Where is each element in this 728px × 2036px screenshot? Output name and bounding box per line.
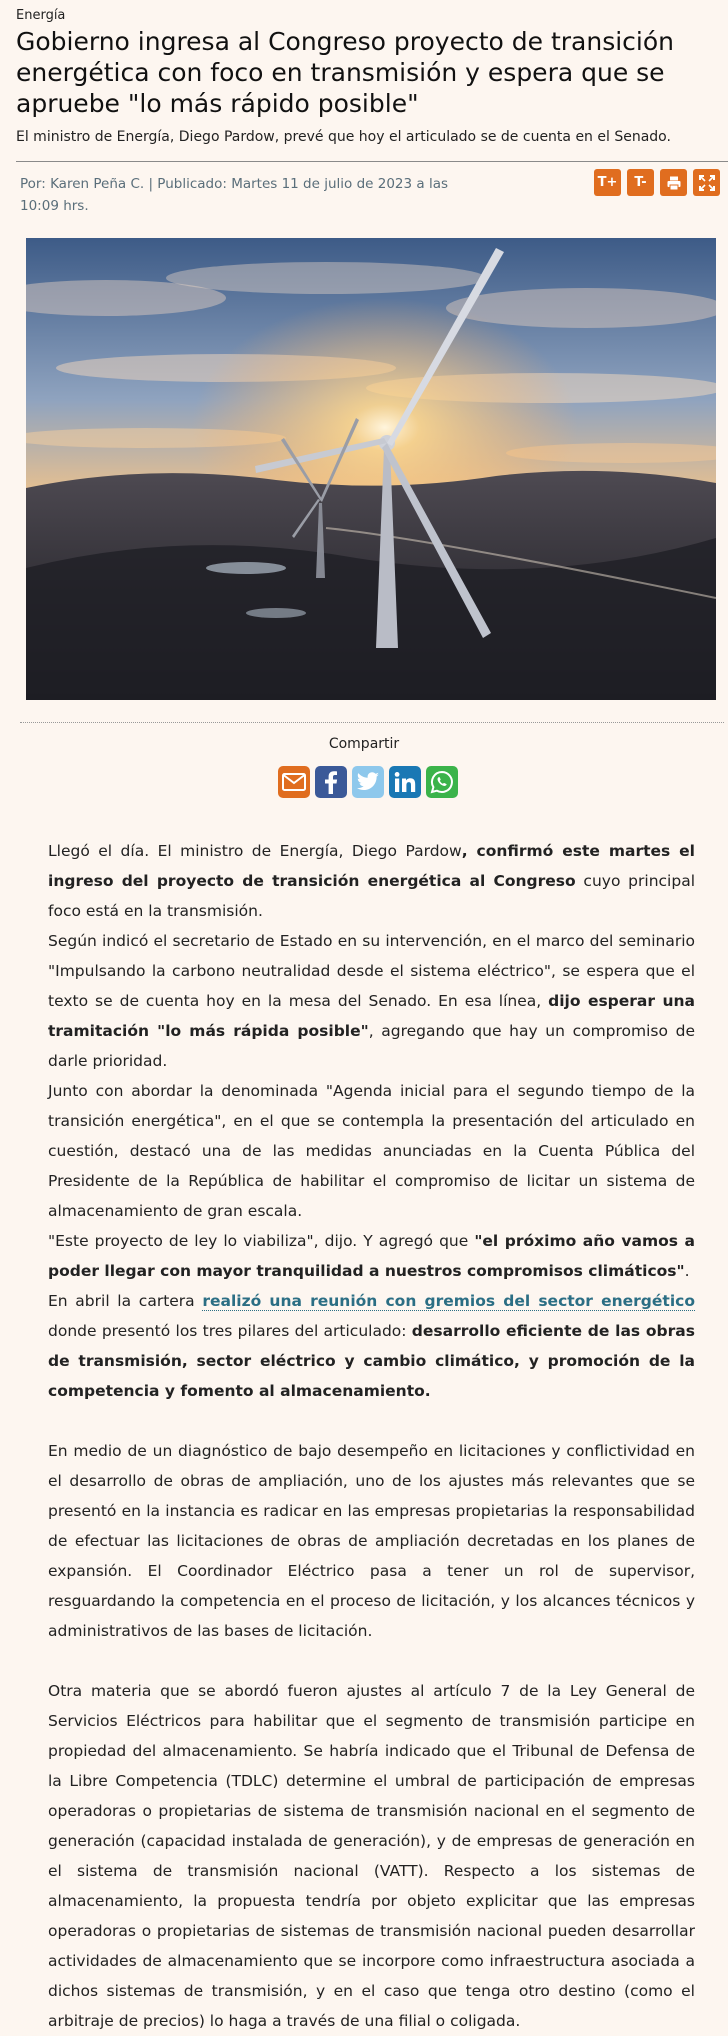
facebook-icon xyxy=(322,770,340,794)
share-twitter-button[interactable] xyxy=(352,766,384,798)
font-decrease-button[interactable]: T- xyxy=(627,169,654,196)
share-facebook-button[interactable] xyxy=(315,766,347,798)
article-body xyxy=(48,836,695,2036)
share-linkedin-button[interactable] xyxy=(389,766,421,798)
article-paragraph: Junto con abordar la denominada "Agenda inicial para el segundo tiempo de la transición energética", en el que se contempla la presentación del articulado en cuestión, destacó una de las medidas anunciadas en la Cuenta Pública del Presidente de la República de habilitar el compromiso de licitar un sistema de almacenamiento de gran escala. xyxy=(48,1082,695,1220)
article-headline: Gobierno ingresa al Congreso proyecto de transición energética con foco en transmisión y espera que se apruebe "lo más rápido posible" xyxy=(16,27,675,118)
related-article-link[interactable]: realizó una reunión con gremios del sector energético xyxy=(202,1292,695,1310)
article-paragraph: En abril la cartera realizó una reunión con gremios del sector energético donde presentó los tres pilares del articulado: desarrollo eficiente de las obras de transmisión, sector eléctrico y cambio climático, y promoción de la competencia y fomento al almacenamiento. xyxy=(48,1292,695,1400)
linkedin-icon xyxy=(394,771,416,793)
article-tools xyxy=(594,169,720,196)
article-paragraph: Otra materia que se abordó fueron ajustes al artículo 7 de la Ley General de Servicios Eléctricos para habilitar que el segmento de transmisión participe en propiedad del almacenamiento. Se habría indicado que el Tribunal de Defensa de la Libre Competencia (TDLC) determine el umbral de participación de empresas operadoras o propietarias de sistema de transmisión nacional en el segmento de generación (capacidad instalada de generación), y de empresas de generación en el sistema de transmisión nacional (VATT). Respecto a los sistemas de almacenamiento, la propuesta tendría por objeto explicitar que las empresas operadoras o propietarias de sistemas de transmisión nacional pueden desarrollar actividades de almacenamiento que se incorpore como infraestructura asociada a dichos sistemas de transmisión, y en el caso que tenga otro destino (como el arbitraje de precios) lo haga a través de una filial o coligada. xyxy=(48,1682,695,2030)
share-whatsapp-button[interactable] xyxy=(426,766,458,798)
print-button[interactable] xyxy=(660,169,687,196)
article-paragraph: Según indicó el secretario de Estado en su intervención, en el marco del seminario "Impulsando la carbono neutralidad desde el sistema eléctrico", se espera que el texto se de cuenta hoy en la mesa del Senado. En esa línea, dijo esperar una tramitación "lo más rápida posible", agregando que hay un compromiso de darle prioridad. xyxy=(48,932,696,1070)
article-paragraph: Llegó el día. El ministro de Energía, Diego Pardow, confirmó este martes el ingreso del proyecto de transición energética al Congreso cuyo principal foco está en la transmisión. xyxy=(48,842,695,920)
print-icon xyxy=(666,175,682,191)
article-photo xyxy=(26,238,716,700)
email-icon xyxy=(282,773,306,791)
section-label[interactable]: Energía xyxy=(16,8,66,23)
font-increase-button[interactable]: T+ xyxy=(594,169,621,196)
article-paragraph: En medio de un diagnóstico de bajo desempeño en licitaciones y conflictividad en el desarrollo de obras de ampliación, uno de los ajustes más relevantes que se presentó en la instancia es radicar en las empresas propietarias la responsabilidad de efectuar las licitaciones de obras de ampliación decretadas en los planes de expansión. El Coordinador Eléctrico pasa a tener un rol de supervisor, resguardando la competencia en el proceso de licitación, y los alcances técnicos y administrativos de las bases de licitación. xyxy=(48,1442,695,1640)
article-paragraph: "Este proyecto de ley lo viabiliza", dijo. Y agregó que "el próximo año vamos a poder llegar con mayor tranquilidad a nuestros compromisos climáticos". xyxy=(48,1232,695,1280)
expand-button[interactable] xyxy=(693,169,720,196)
expand-icon xyxy=(699,175,715,191)
divider xyxy=(16,161,728,162)
whatsapp-icon xyxy=(430,770,454,794)
divider xyxy=(20,722,724,723)
share-bar xyxy=(278,766,458,798)
share-email-button[interactable] xyxy=(278,766,310,798)
twitter-icon xyxy=(356,772,380,792)
byline: Por: Karen Peña C. | Publicado: Martes 11 de julio de 2023 a las 10:09 hrs. xyxy=(20,176,449,214)
article-lead: El ministro de Energía, Diego Pardow, prevé que hoy el articulado se de cuenta en el Senado. xyxy=(16,129,671,145)
share-label: Compartir xyxy=(328,736,400,752)
